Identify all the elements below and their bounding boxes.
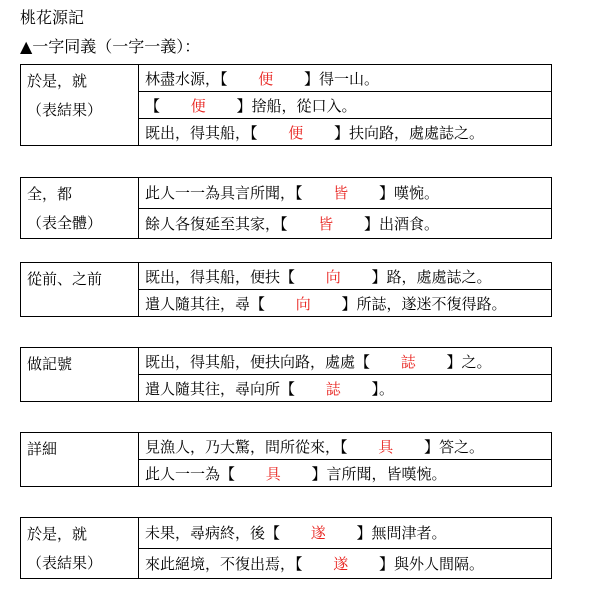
- sentence-after: 】扶向路，處處誌之。: [334, 123, 485, 142]
- meaning-label: [21, 433, 139, 487]
- sentence-after: 】出酒食。: [364, 214, 440, 233]
- sentence-after: 】得一山。: [304, 69, 380, 88]
- meaning-label: [21, 263, 139, 317]
- answer-word: 向: [325, 267, 341, 286]
- answer-word: 誌: [400, 352, 416, 371]
- table-row: [21, 518, 552, 549]
- meaning-label-line: 從前、之前: [27, 270, 103, 288]
- sentence-after: 】嘆惋。: [379, 184, 440, 203]
- example-sentence: [139, 65, 552, 92]
- answer-word: 便: [288, 123, 304, 142]
- table-row: [21, 65, 552, 92]
- meaning-label-line: （表結果）: [27, 554, 103, 572]
- sentence-before: 未果，尋病終，後【: [145, 524, 281, 543]
- answer-word: 便: [190, 96, 206, 115]
- example-sentence: [139, 460, 552, 487]
- sentence-before: 此人一一為【: [145, 464, 236, 483]
- example-sentence: [139, 433, 552, 460]
- table-row: [21, 263, 552, 290]
- sentence-after: 】。: [371, 379, 395, 398]
- synonym-group-table: [20, 517, 552, 579]
- table-row: [21, 348, 552, 375]
- example-sentence: [139, 375, 552, 402]
- section-subtitle: ▲一字同義（一字一義）：: [20, 37, 201, 56]
- sentence-after: 】所誌，遂迷不復得路。: [341, 294, 507, 313]
- meaning-label-line: 做記號: [27, 355, 73, 373]
- answer-word: 誌: [325, 379, 341, 398]
- meaning-label-line: 詳細: [27, 440, 58, 458]
- meaning-label-line: （表結果）: [27, 101, 103, 119]
- sentence-after: 】答之。: [424, 437, 485, 456]
- sentence-after: 】言所聞，皆嘆惋。: [311, 464, 447, 483]
- sentence-before: 來此絕境，不復出焉，【: [145, 554, 303, 573]
- example-sentence: [139, 92, 552, 119]
- example-sentence: [139, 119, 552, 146]
- example-sentence: [139, 178, 552, 209]
- sentence-before: 既出，得其船，便扶【: [145, 267, 296, 286]
- sentence-after: 】無問津者。: [356, 524, 447, 543]
- sentence-after: 】路，處處誌之。: [371, 267, 492, 286]
- sentence-before: 餘人各復延至其家，【: [145, 214, 288, 233]
- sentence-after: 】捨船，從口入。: [236, 96, 357, 115]
- synonym-group-table: [20, 432, 552, 487]
- sentence-before: 遣人隨其往，尋向所【: [145, 379, 296, 398]
- example-sentence: [139, 263, 552, 290]
- sentence-before: 【: [145, 96, 161, 115]
- synonym-group-table: [20, 347, 552, 402]
- answer-word: 遂: [310, 524, 326, 543]
- meaning-label-line: （表全體）: [27, 214, 103, 232]
- example-sentence: [139, 290, 552, 317]
- synonym-group-table: [20, 177, 552, 239]
- answer-word: 遂: [333, 554, 349, 573]
- meaning-label-line: 於是，就: [27, 525, 88, 543]
- meaning-label: [21, 518, 139, 579]
- sentence-before: 此人一一為具言所聞，【: [145, 184, 303, 203]
- sentence-before: 林盡水源，【: [145, 69, 228, 88]
- answer-word: 便: [258, 69, 274, 88]
- answer-word: 皆: [318, 214, 334, 233]
- answer-word: 具: [378, 437, 394, 456]
- sentence-after: 】之。: [446, 352, 492, 371]
- answer-word: 具: [265, 464, 281, 483]
- example-sentence: [139, 548, 552, 579]
- answer-word: 向: [295, 294, 311, 313]
- sentence-before: 既出，得其船，【: [145, 123, 258, 142]
- table-row: [21, 433, 552, 460]
- sentence-after: 】與外人間隔。: [379, 554, 485, 573]
- meaning-label-line: 全，都: [27, 185, 73, 203]
- meaning-label: [21, 65, 139, 146]
- sentence-before: 遣人隨其往，尋【: [145, 294, 266, 313]
- synonym-group-table: [20, 262, 552, 317]
- example-sentence: [139, 208, 552, 239]
- answer-word: 皆: [333, 184, 349, 203]
- sentence-before: 既出，得其船，便扶向路，處處【: [145, 352, 371, 371]
- sentence-before: 見漁人，乃大驚，問所從來，【: [145, 437, 348, 456]
- example-sentence: [139, 518, 552, 549]
- meaning-label: [21, 178, 139, 239]
- table-row: [21, 178, 552, 209]
- meaning-label: [21, 348, 139, 402]
- synonym-group-table: [20, 64, 552, 146]
- page-title: 桃花源記: [20, 8, 85, 27]
- meaning-label-line: 於是，就: [27, 72, 88, 90]
- example-sentence: [139, 348, 552, 375]
